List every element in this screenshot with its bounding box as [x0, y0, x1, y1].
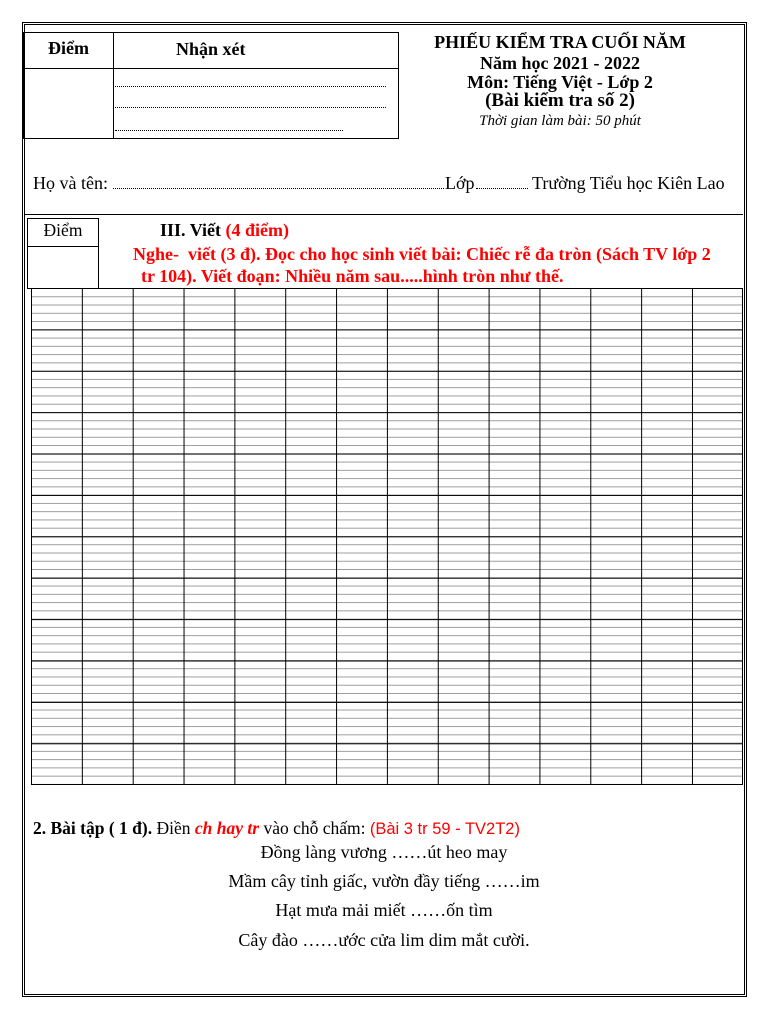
test-number: (Bài kiểm tra số 2) — [485, 90, 635, 111]
exercise-reference: (Bài 3 tr 59 - TV2T2) — [369, 820, 520, 838]
score-header: Điểm — [48, 38, 89, 58]
poem-line: Hạt mưa mải miết ……ốn tìm — [275, 900, 493, 920]
exercise-choices: ch hay tr — [194, 818, 260, 838]
writing-heading-text: III. Viết — [160, 220, 222, 240]
class-label: Lớp — [445, 173, 475, 193]
comment-line-1 — [115, 86, 386, 87]
writing-score-divider — [28, 246, 98, 247]
exercise-prompt-start: Điền — [156, 818, 191, 838]
duration: Thời gian làm bài: 50 phút — [479, 113, 641, 129]
writing-points: (4 điểm) — [225, 220, 289, 240]
poem-line: Cây đào ……ước cửa lim dim mắt cười. — [238, 930, 530, 950]
table-column-divider — [113, 33, 114, 138]
poem-line: Đồng làng vương ……út heo may — [260, 842, 508, 862]
comment-line-3 — [115, 130, 343, 131]
exercise-prompt-end: vào chỗ chấm: — [263, 818, 366, 838]
writing-instruction-line-1: Nghe- viết (3 đ). Đọc cho học sinh viết bài: Chiếc rễ đa tròn (Sách TV lớp 2 — [133, 244, 711, 264]
name-blank — [113, 188, 444, 189]
subject-line: Môn: Tiếng Việt - Lớp 2 — [467, 72, 653, 92]
writing-heading — [160, 220, 289, 240]
writing-instruction-line-2: tr 104). Viết đoạn: Nhiều năm sau.....hình tròn như thế. — [141, 266, 564, 286]
exam-title: PHIẾU KIỂM TRA CUỐI NĂM — [434, 32, 686, 52]
exercise-label: 2. Bài tập ( 1 đ). — [33, 818, 153, 838]
writing-score-label: Điểm — [43, 220, 83, 240]
handwriting-grid — [31, 288, 743, 785]
comment-line-2 — [115, 107, 386, 108]
exercise-prompt — [33, 818, 520, 839]
school-name: Trường Tiểu học Kiên Lao — [532, 173, 725, 193]
writing-score-box — [27, 218, 99, 289]
table-header-divider — [24, 68, 398, 69]
name-label: Họ và tên: — [33, 173, 108, 193]
poem-line: Mầm cây tỉnh giấc, vườn đầy tiếng ……im — [228, 871, 540, 891]
comment-header: Nhận xét — [176, 39, 246, 59]
section-divider — [25, 214, 743, 215]
score-comment-table — [23, 32, 399, 139]
school-year: Năm học 2021 - 2022 — [480, 53, 640, 73]
class-blank — [476, 188, 528, 189]
